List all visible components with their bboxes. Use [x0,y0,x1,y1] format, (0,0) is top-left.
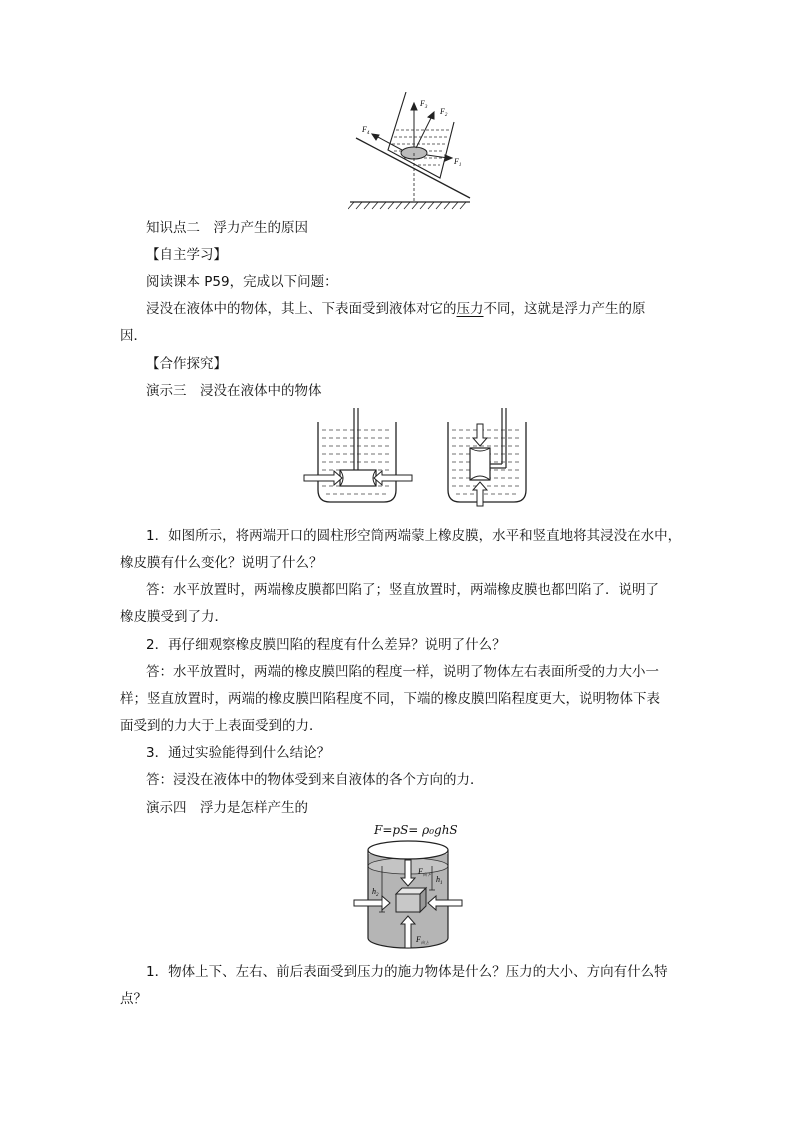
label-f1: $F_1$ [454,157,462,168]
reading-instruction: 阅读课本 P59，完成以下问题： [146,274,338,290]
label-h2: $h_2$ [372,887,379,898]
demo4-title: 演示四 浮力是怎样产生的 [146,800,308,816]
demo3-a2-line3: 面受到的力大于上表面受到的力． [120,718,323,734]
figure-buoyancy-tank [352,838,464,956]
label-f4: $F_4$ [362,125,370,136]
fill-in-question: 浸没在液体中的物体，其上、下表面受到液体对它的压力不同，这就是浮力产生的原 [146,301,646,317]
label-f3: $F_3$ [420,99,428,110]
demo3-q1-line2: 橡皮膜有什么变化？说明了什么？ [120,555,323,571]
demo3-a2-line1: 答：水平放置时，两端的橡皮膜凹陷的程度一样，说明了物体左右表面所受的力大小一 [146,664,659,680]
demo3-title: 演示三 浸没在液体中的物体 [146,383,322,399]
label-f-down: $F_{向下}$ [418,867,431,877]
demo4-q1-line1: 1．物体上下、左右、前后表面受到压力的施力物体是什么？压力的大小、方向有什么特 [146,964,668,980]
label-h1: $h_1$ [436,875,443,886]
fill-in-question-cont: 因． [120,328,147,344]
formula-label: F=pS= ρ₀ghS [374,823,458,837]
section-heading: 知识点二 浮力产生的原因 [146,220,308,236]
demo3-a3: 答：浸没在液体中的物体受到来自液体的各个方向的力． [146,772,484,788]
demo3-a1-line2: 橡皮膜受到了力． [120,609,228,625]
demo3-a1-line1: 答：水平放置时，两端橡皮膜都凹陷了；竖直放置时，两端橡皮膜也都凹陷了．说明了 [146,582,659,598]
demo3-a2-line2: 样；竖直放置时，两端的橡皮膜凹陷程度不同，下端的橡皮膜凹陷程度更大，说明物体下表 [120,691,660,707]
self-study-label: 【自主学习】 [146,247,227,263]
demo4-q1-line2: 点？ [120,991,147,1007]
coop-label: 【合作探究】 [146,356,227,372]
demo3-q1-line1: 1．如图所示，将两端开口的圆柱形空筒两端蒙上橡皮膜，水平和竖直地将其浸没在水中， [146,528,682,544]
figure-beakers-membranes [300,406,532,510]
demo3-q3: 3．通过实验能得到什么结论？ [146,745,331,761]
answer-blank: 压力 [456,301,484,317]
label-f-up: $F_{向上}$ [416,935,429,945]
demo3-q2: 2．再仔细观察橡皮膜凹陷的程度有什么差异？说明了什么？ [146,637,506,653]
figure-incline-forces [348,92,472,212]
label-f2: $F_2$ [440,107,448,118]
